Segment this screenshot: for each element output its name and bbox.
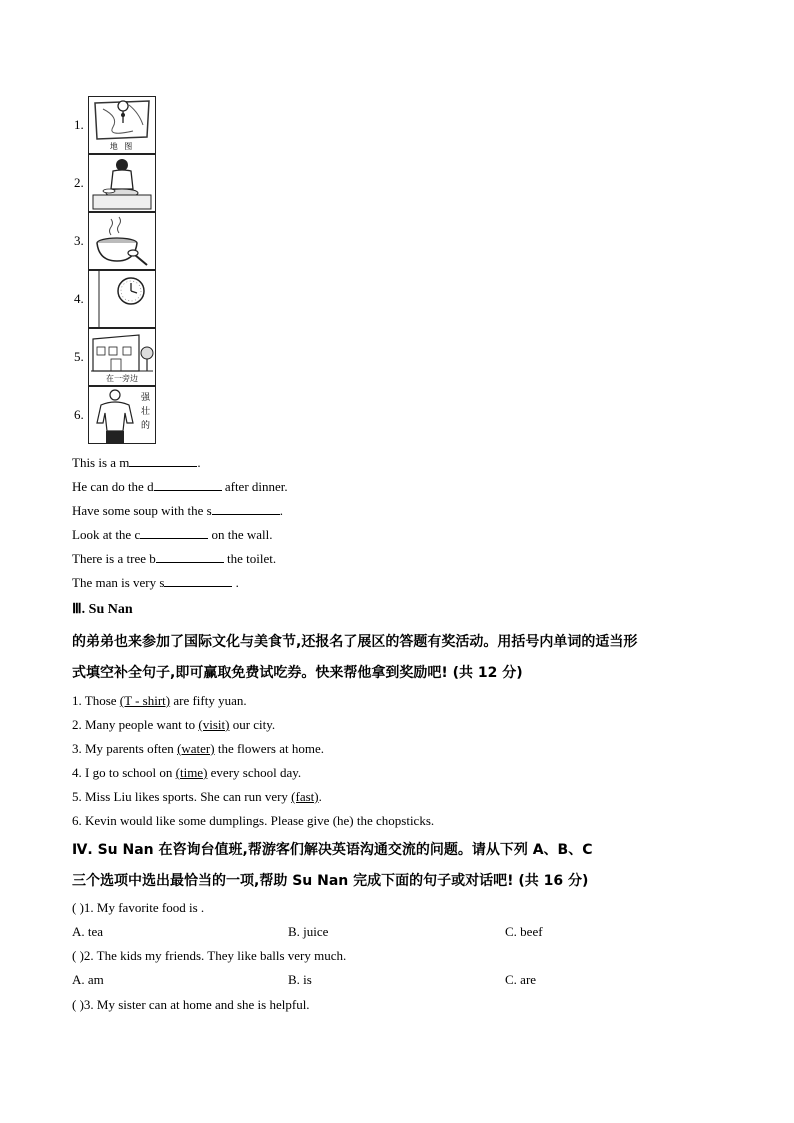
- section-4-title: Ⅳ. Su Nan 在咨询台值班,帮游客们解决英语沟通交流的问题。请从下列 A、B、C: [72, 842, 593, 858]
- picture-caption: 地 图: [109, 142, 135, 151]
- item-text: .: [318, 789, 322, 804]
- item-text: 4. I go to school on: [72, 765, 176, 780]
- picture-item-5: [74, 328, 156, 386]
- sentence-4: [72, 527, 273, 543]
- map-icon: [88, 96, 156, 154]
- clock-icon: [88, 270, 156, 328]
- soup-spoon-icon: [88, 212, 156, 270]
- option-a[interactable]: A. tea: [72, 924, 104, 939]
- picture-number: 6.: [74, 407, 84, 422]
- picture-number: 4.: [74, 291, 84, 306]
- section-3-instruction: 的弟弟也来参加了国际文化与美食节,还报名了展区的答题有奖活动。用括号内单词的适当形: [72, 634, 638, 650]
- option-a[interactable]: A. am: [72, 972, 104, 987]
- picture-caption: 在一旁边: [106, 374, 138, 383]
- item-text: the flowers at home.: [214, 741, 324, 756]
- section-3-item-6: [72, 813, 434, 829]
- answer-blank[interactable]: [129, 455, 197, 467]
- option-c[interactable]: C. are: [505, 972, 537, 987]
- section-3-instruction: 式填空补全句子,即可赢取免费试吃券。快来帮他拿到奖励吧! (共 12 分): [72, 665, 523, 681]
- question-2: ( )2. The kids my friends. They like balls very much.: [72, 948, 347, 963]
- picture-item-6: [74, 386, 156, 444]
- sentence-text: on the wall.: [208, 527, 273, 542]
- section-3-item-2: [72, 717, 275, 733]
- item-text: are fifty yuan.: [170, 693, 247, 708]
- section-3-title: Ⅲ. Su Nan: [72, 602, 133, 617]
- hint-word[interactable]: (fast): [291, 789, 319, 804]
- option-b[interactable]: B. juice: [288, 924, 329, 939]
- sentence-text: This is a m: [72, 455, 130, 470]
- sentence-3: [72, 503, 283, 519]
- hint-word[interactable]: (water): [177, 741, 215, 756]
- sentence-6: [72, 575, 239, 591]
- option-b[interactable]: B. is: [288, 972, 312, 987]
- sentence-text: Have some soup with the s: [72, 503, 212, 518]
- hint-word[interactable]: (time): [175, 765, 208, 780]
- item-text: 5. Miss Liu likes sports. She can run very: [72, 789, 292, 804]
- item-text: 1. Those: [72, 693, 120, 708]
- picture-item-4: [74, 270, 156, 328]
- answer-blank[interactable]: [154, 479, 222, 491]
- sentence-1: [72, 455, 201, 471]
- picture-number: 3.: [74, 233, 84, 248]
- dishes-icon: [88, 154, 156, 212]
- section-3-item-4: [72, 765, 301, 781]
- picture-number: 1.: [74, 117, 84, 132]
- answer-blank[interactable]: [140, 527, 208, 539]
- item-text: every school day.: [207, 765, 302, 780]
- answer-blank[interactable]: [156, 551, 224, 563]
- question-1: ( )1. My favorite food is .: [72, 900, 205, 915]
- sentence-text: .: [279, 503, 283, 518]
- sentence-text: .: [232, 575, 239, 590]
- answer-blank[interactable]: [164, 575, 232, 587]
- answer-blank[interactable]: [212, 503, 280, 515]
- item-text: 3. My parents often: [72, 741, 178, 756]
- item-text: 2. Many people want to: [72, 717, 199, 732]
- picture-item-2: [74, 154, 156, 212]
- picture-item-1: [74, 96, 156, 154]
- section-3-item-3: [72, 741, 324, 757]
- sentence-text: the toilet.: [223, 551, 277, 566]
- strong-man-icon: [88, 386, 156, 444]
- sentence-2: [72, 479, 288, 495]
- section-3-item-5: [72, 789, 322, 805]
- picture-number: 5.: [74, 349, 84, 364]
- item-text: our city.: [229, 717, 276, 732]
- sentence-text: Look at the c: [72, 527, 141, 542]
- section-3-item-1: [72, 693, 247, 709]
- toilet-tree-icon: [88, 328, 156, 386]
- sentence-text: There is a tree b: [72, 551, 156, 566]
- hint-word[interactable]: (visit): [198, 717, 230, 732]
- option-c[interactable]: C. beef: [505, 924, 543, 939]
- item-text: 6. Kevin would like some dumplings. Please give (he) the chopsticks.: [72, 813, 435, 828]
- sentence-text: He can do the d: [72, 479, 154, 494]
- section-4-title: 三个选项中选出最恰当的一项,帮助 Su Nan 完成下面的句子或对话吧! (共 16 分): [72, 873, 589, 889]
- sentence-text: .: [197, 455, 201, 470]
- sentence-5: [72, 551, 276, 567]
- hint-word[interactable]: (T - shirt): [119, 693, 171, 708]
- picture-number: 2.: [74, 175, 84, 190]
- sentence-text: after dinner.: [221, 479, 288, 494]
- picture-item-3: [74, 212, 156, 270]
- question-3: ( )3. My sister can at home and she is helpful.: [72, 997, 310, 1012]
- picture-caption: 强 壮 的: [141, 393, 151, 431]
- sentence-text: The man is very s: [72, 575, 165, 590]
